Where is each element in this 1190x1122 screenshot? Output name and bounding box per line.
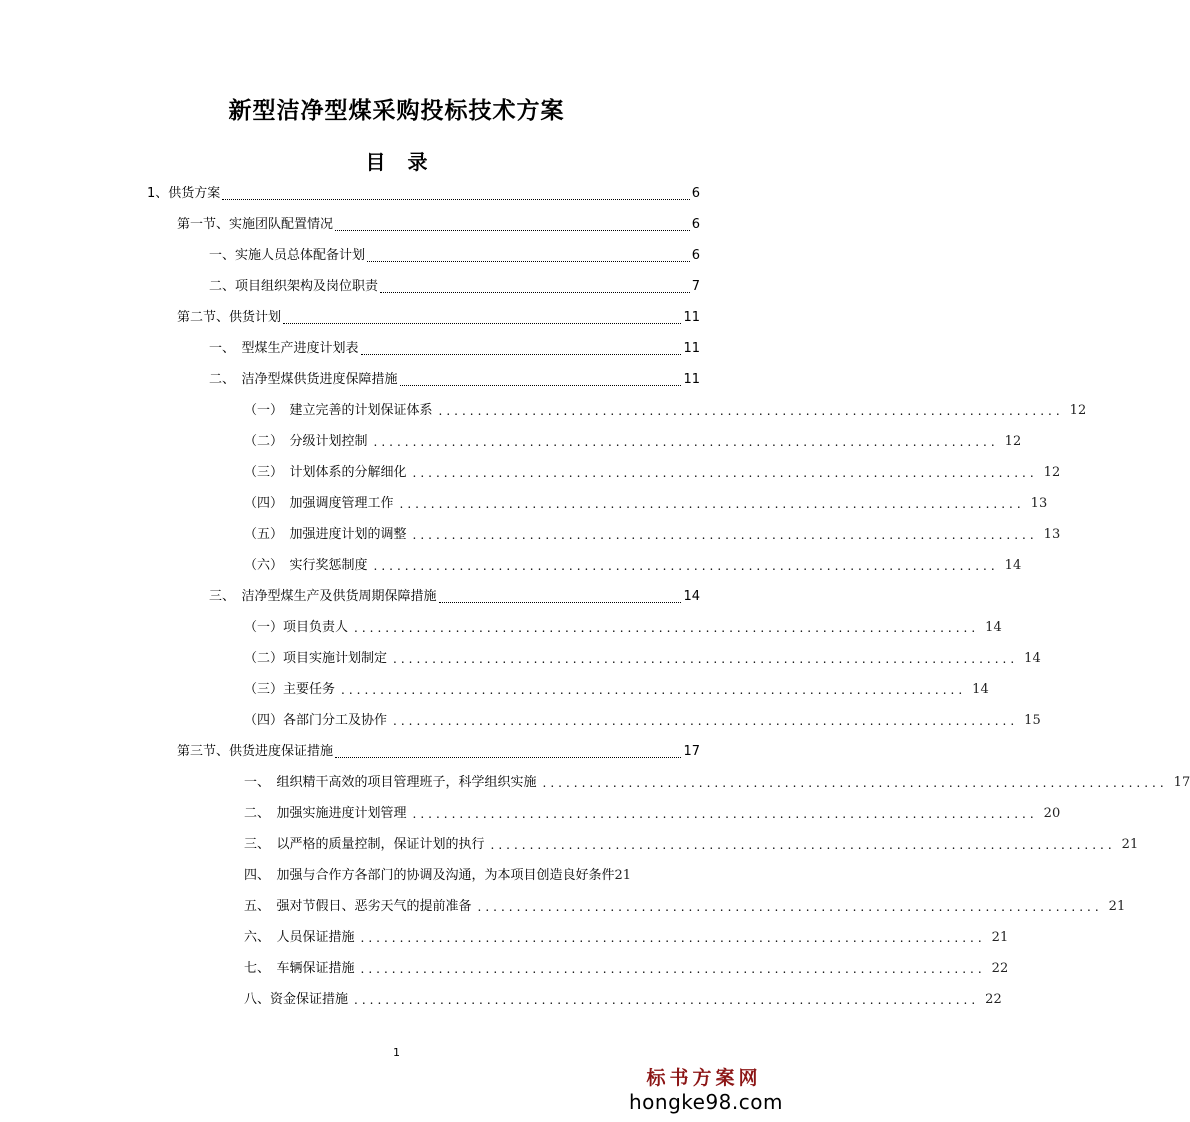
document-title: 新型洁净型煤采购投标技术方案 <box>228 98 565 124</box>
toc-leader-dots <box>283 322 681 324</box>
toc-entry[interactable] <box>177 308 700 328</box>
toc-leader-dots: ................................................................................ <box>412 528 1038 542</box>
toc-entry-title: 八、资金保证措施 <box>244 992 349 1007</box>
toc-entry-page: 11 <box>683 341 700 356</box>
toc-entry[interactable] <box>244 556 1022 576</box>
toc-entry-title: 1、供货方案 <box>147 186 221 201</box>
toc-entry-title: （一） 建立完善的计划保证体系 <box>244 403 433 418</box>
toc-leader-dots: ................................................................................ <box>341 683 967 697</box>
toc-entry[interactable] <box>244 773 1190 793</box>
toc-entry-page: 21 <box>614 868 632 883</box>
toc-entry-page: 21 <box>991 930 1009 945</box>
toc-leader-dots: ................................................................................ <box>542 776 1168 790</box>
toc-heading <box>0 146 793 175</box>
toc-entry[interactable] <box>244 866 700 886</box>
watermark-cn: 标书方案网 <box>646 1067 762 1089</box>
toc-leader-dots: ................................................................................ <box>412 807 1038 821</box>
toc-entry-title: 第二节、供货计划 <box>177 310 282 325</box>
toc-leader-dots: ................................................................................ <box>354 621 980 635</box>
toc-entry-title: 三、 以严格的质量控制，保证计划的执行 <box>244 837 485 852</box>
toc-entry-title: 一、实施人员总体配备计划 <box>209 248 366 263</box>
toc-entry[interactable] <box>209 370 700 390</box>
toc-entry-title: （四）各部门分工及协作 <box>244 713 388 728</box>
toc-leader-dots <box>439 601 682 603</box>
toc-leader-dots: ................................................................................ <box>399 497 1025 511</box>
toc-leader-dots: ................................................................................ <box>490 838 1116 852</box>
toc-entry-page: 14 <box>985 620 1002 635</box>
toc-entry[interactable] <box>244 990 1002 1010</box>
toc-leader-dots <box>335 229 690 231</box>
toc-entry-title: 第三节、供货进度保证措施 <box>177 744 334 759</box>
toc-entry-page: 6 <box>691 217 700 232</box>
toc-entry[interactable] <box>244 618 1002 638</box>
toc-entry[interactable] <box>244 463 1061 483</box>
toc-leader-dots: ................................................................................ <box>438 404 1064 418</box>
toc-heading-right: 录 <box>407 150 428 174</box>
toc-leader-dots: ................................................................................ <box>360 962 986 976</box>
toc-entry-title: 二、项目组织架构及岗位职责 <box>209 279 379 294</box>
toc-entry-page: 11 <box>683 372 700 387</box>
toc-entry[interactable] <box>209 246 700 266</box>
toc-entry-title: 一、 型煤生产进度计划表 <box>209 341 359 356</box>
toc-entry[interactable] <box>244 680 989 700</box>
toc-leader-dots <box>380 291 690 293</box>
toc-entry-title: （二）项目实施计划制定 <box>244 651 388 666</box>
toc-entry-title: 二、 洁净型煤供货进度保障措施 <box>209 372 398 387</box>
toc-leader-dots <box>361 353 682 355</box>
toc-entry[interactable] <box>147 184 700 204</box>
toc-entry-page: 12 <box>1043 465 1061 480</box>
toc-entry[interactable] <box>244 928 1009 948</box>
toc-entry-page: 17 <box>683 744 700 759</box>
toc-entry-title: （三） 计划体系的分解细化 <box>244 465 407 480</box>
toc-entry[interactable] <box>244 897 1126 917</box>
toc-entry-page: 13 <box>1030 496 1048 511</box>
toc-entry-page: 14 <box>1004 558 1022 573</box>
toc-leader-dots: ................................................................................ <box>373 559 999 573</box>
toc-entry[interactable] <box>209 587 700 607</box>
toc-entry-title: （六） 实行奖惩制度 <box>244 558 368 573</box>
toc-entry[interactable] <box>209 277 700 297</box>
toc-entry-title: 五、 强对节假日、恶劣天气的提前准备 <box>244 899 472 914</box>
toc-entry-page: 21 <box>1108 899 1126 914</box>
page-number: 1 <box>393 1046 400 1059</box>
toc-entry-title: 七、 车辆保证措施 <box>244 961 355 976</box>
toc-entry-page: 12 <box>1004 434 1022 449</box>
toc-entry-page: 7 <box>691 279 700 294</box>
toc-leader-dots: ................................................................................ <box>373 435 999 449</box>
toc-entry-title: 二、 加强实施进度计划管理 <box>244 806 407 821</box>
toc-entry-title: 四、 加强与合作方各部门的协调及沟通，为本项目创造良好条件 <box>244 868 615 883</box>
toc-leader-dots: ................................................................................ <box>354 993 980 1007</box>
toc-entry-page: 13 <box>1043 527 1061 542</box>
toc-entry-title: 三、 洁净型煤生产及供货周期保障措施 <box>209 589 437 604</box>
watermark-en: hongke98.com <box>629 1090 783 1114</box>
toc-entry-page: 22 <box>991 961 1009 976</box>
toc-entry-page: 6 <box>691 186 700 201</box>
toc-leader-dots <box>367 260 690 262</box>
toc-entry-title: 一、 组织精干高效的项目管理班子，科学组织实施 <box>244 775 537 790</box>
toc-entry-page: 21 <box>1121 837 1139 852</box>
toc-heading-left: 目 <box>365 150 386 174</box>
toc-entry-page: 14 <box>1024 651 1041 666</box>
toc-entry[interactable] <box>177 742 700 762</box>
toc-entry-page: 6 <box>691 248 700 263</box>
toc-entry-page: 14 <box>972 682 989 697</box>
toc-leader-dots: ................................................................................ <box>393 652 1019 666</box>
toc-leader-dots: ................................................................................ <box>477 900 1103 914</box>
toc-entry-page: 14 <box>683 589 700 604</box>
toc-entry-page: 22 <box>985 992 1002 1007</box>
toc-entry-page: 11 <box>683 310 700 325</box>
toc-leader-dots <box>335 756 681 758</box>
toc-entry-title: （五） 加强进度计划的调整 <box>244 527 407 542</box>
toc-entry-page: 12 <box>1069 403 1087 418</box>
toc-entry[interactable] <box>244 804 1061 824</box>
toc-entry[interactable] <box>244 494 1048 514</box>
toc-entry[interactable] <box>244 432 1022 452</box>
toc-entry[interactable] <box>209 339 700 359</box>
toc-leader-dots: ................................................................................ <box>393 714 1019 728</box>
toc-leader-dots: ................................................................................ <box>360 931 986 945</box>
toc-entry-title: 第一节、实施团队配置情况 <box>177 217 334 232</box>
toc-entry-title: （二） 分级计划控制 <box>244 434 368 449</box>
toc-entry[interactable] <box>244 401 1087 421</box>
toc-entry-title: （一）项目负责人 <box>244 620 349 635</box>
toc-entry-title: （三）主要任务 <box>244 682 336 697</box>
toc-entry-page: 20 <box>1043 806 1061 821</box>
toc-leader-dots: ................................................................................ <box>412 466 1038 480</box>
toc-entry[interactable] <box>244 525 1061 545</box>
toc-entry[interactable] <box>244 835 1139 855</box>
toc-entry[interactable] <box>244 959 1009 979</box>
site-watermark <box>629 1066 783 1114</box>
toc-entry-title: （四） 加强调度管理工作 <box>244 496 394 511</box>
toc-entry[interactable] <box>244 711 1041 731</box>
toc-entry[interactable] <box>244 649 1041 669</box>
toc-leader-dots <box>222 198 689 200</box>
toc-entry-page: 15 <box>1024 713 1041 728</box>
toc-entry-title: 六、 人员保证措施 <box>244 930 355 945</box>
toc-entry[interactable] <box>177 215 700 235</box>
toc-entry-page: 17 <box>1173 775 1190 790</box>
toc-leader-dots <box>400 384 682 386</box>
